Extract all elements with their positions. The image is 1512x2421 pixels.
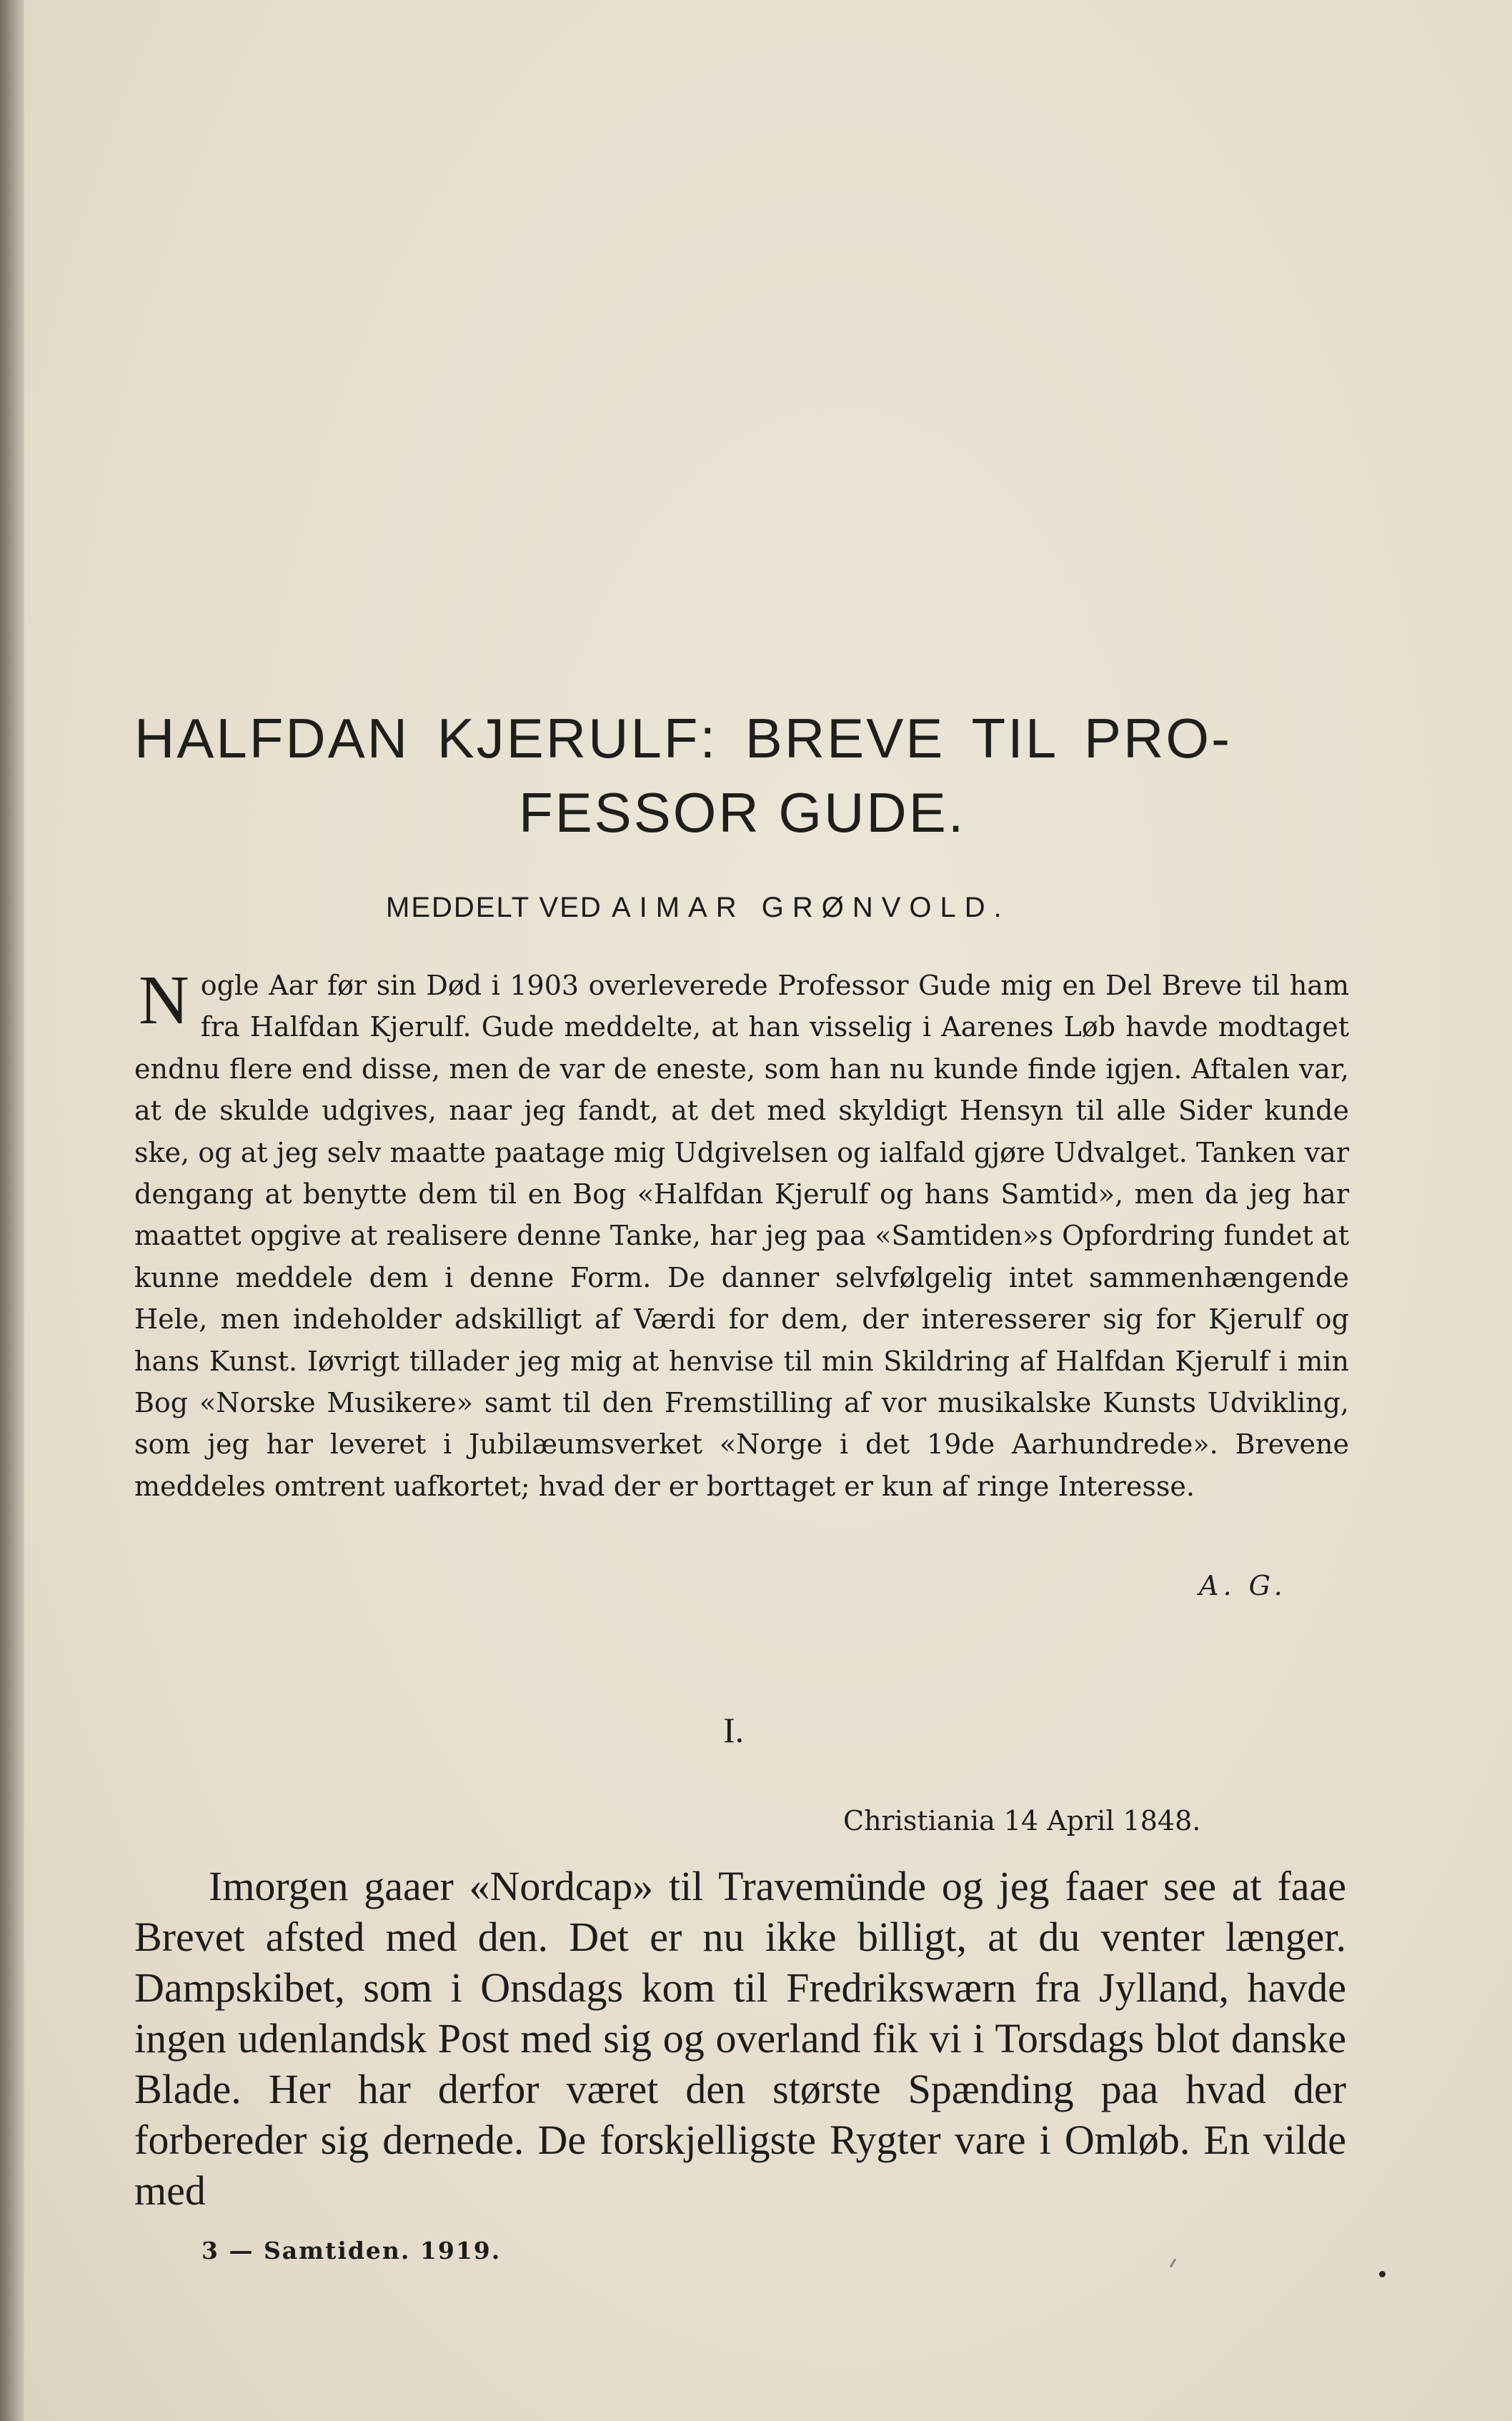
drop-cap: N [139, 962, 189, 1039]
page-footer-signature: 3 — Samtiden. 1919. [202, 2237, 502, 2265]
intro-paragraph [134, 962, 1349, 1507]
letter-number: I. [723, 1710, 745, 1750]
letter-dateline: Christiania 14 April 1848. [843, 1805, 1201, 1836]
article-title-line-1: HALFDAN KJERULF: BREVE TIL PRO- [134, 707, 1232, 770]
article-title-line-2: FESSOR GUDE. [519, 781, 966, 844]
byline [386, 892, 1010, 924]
paper-speck [1379, 2271, 1386, 2277]
letter-body: Imorgen gaaer «Nordcap» til Travemünde og jeg faaer see at faae Brevet afsted med den. Det er nu ikke billigt, at du venter længer. Dampskibet, som i Onsdags kom til Fredrikswærn fra Jylland, havde ingen udenlandsk Post med sig og overland fik vi i Torsdags blot danske Blade. Her har derfor været den største Spænding paa hvad der forbereder sig dernede. De forskjelligste Rygter vare i Omløb. En vilde med [134, 1863, 1346, 2214]
intro-signature: A. G. [1199, 1570, 1287, 1601]
paper-mark [1170, 2258, 1177, 2268]
byline-author: AIMAR GRØNVOLD. [611, 892, 1010, 923]
intro-text: ogle Aar før sin Død i 1903 overleverede Professor Gude mig en Del Breve til ham fra Halfdan Kjerulf. Gude meddelte, at han visselig i Aarenes Løb havde modtaget endnu flere end disse, men de var de eneste, som han nu kunde finde igjen. Aftalen var, at de skulde udgives, naar jeg fandt, at det med skyldigt Hensyn til alle Sider kunde ske, og at jeg selv maatte paatage mig Udgivelsen og ialfald gjøre Udvalget. Tanken var dengang at benytte dem til en Bog «Halfdan Kjerulf og hans Samtid», men da jeg har maattet opgive at realisere denne Tanke, har jeg paa «Samtiden»s Opfordring fundet at kunne meddele dem i denne Form. De danner selvfølgelig intet sammenhængende Hele, men indeholder adskilligt af Værdi for dem, der interesserer sig for Kjerulf og hans Kunst. Iøvrigt tillader jeg mig at henvise til min Skildring af Halfdan Kjerulf i min Bog «Norske Musikere» samt til den Fremstilling af vor musikalske Kunsts Udvikling, som jeg har leveret i Jubilæumsverket «Norge i det 19de Aarhundrede». Brevene meddeles omtrent uafkortet; hvad der er borttaget er kun af ringe Interesse. [134, 970, 1349, 1502]
byline-prefix: MEDDELT VED [386, 892, 602, 923]
